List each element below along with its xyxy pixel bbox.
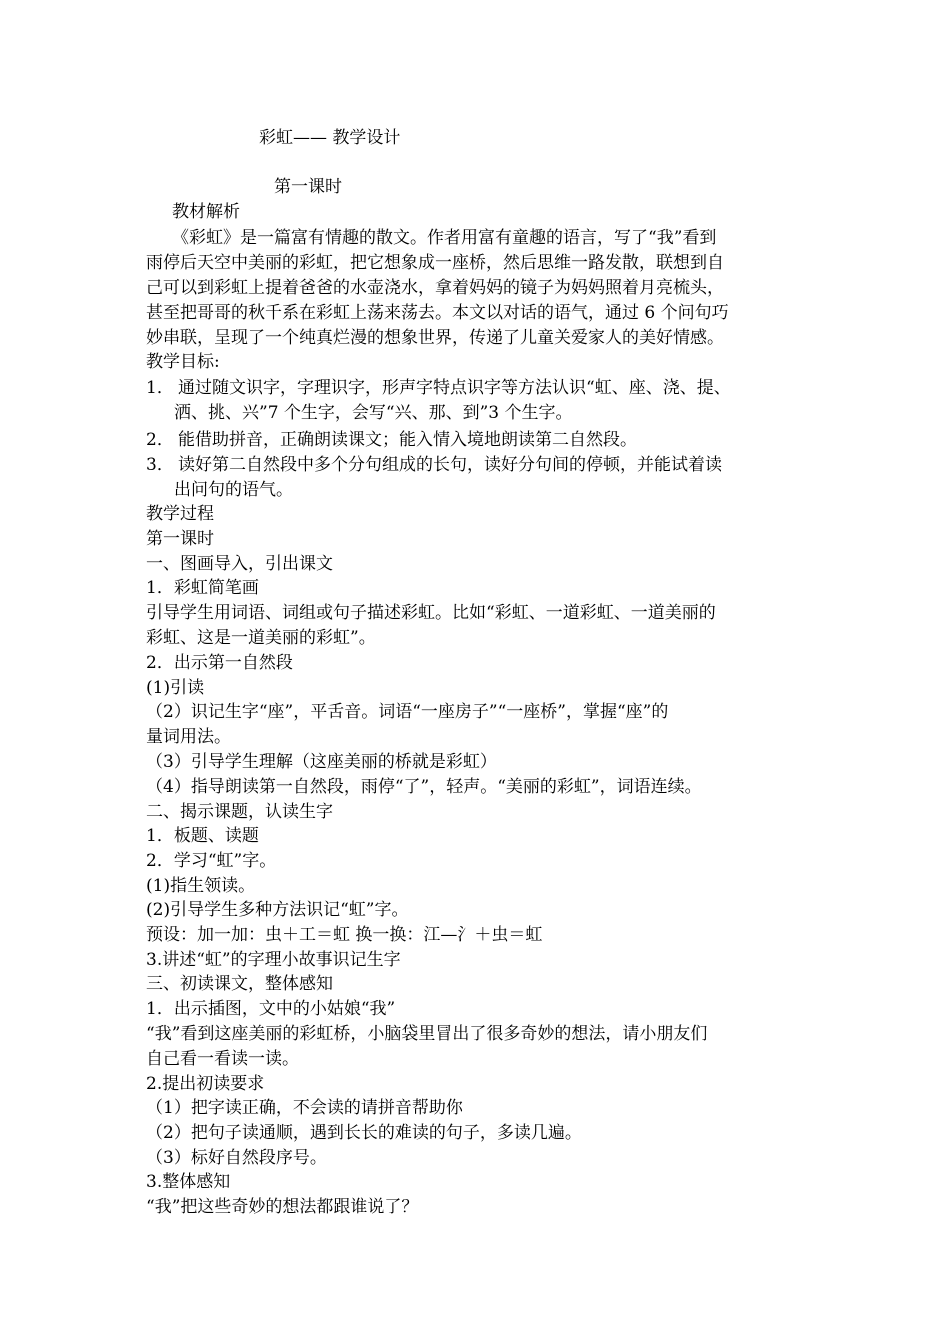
lesson-subtitle: 第一课时 xyxy=(274,177,342,197)
process-line: (1)引读 xyxy=(146,678,205,698)
process-line: 彩虹、这是一道美丽的彩虹”。 xyxy=(146,628,376,648)
analysis-line: 甚至把哥哥的秋千系在彩虹上荡来荡去。本文以对话的语气，通过 6 个问句巧 xyxy=(146,303,729,323)
process-line: “我”把这些奇妙的想法都跟谁说了？ xyxy=(146,1197,419,1217)
process-line: （4）指导朗读第一自然段，雨停“了”，轻声。“美丽的彩虹”，词语连续。 xyxy=(146,777,702,797)
process-line: 2.提出初读要求 xyxy=(146,1074,265,1094)
goal-line: 洒、挑、兴”7 个生字，会写“兴、那、到”3 个生字。 xyxy=(174,403,573,423)
process-line: （3）引导学生理解（这座美丽的桥就是彩虹） xyxy=(146,752,497,772)
process-line: (1)指生领读。 xyxy=(146,876,256,896)
document-title: 彩虹—— 教学设计 xyxy=(259,128,401,148)
goal-number: 1． xyxy=(146,378,174,398)
process-line: 自己看一看读一读。 xyxy=(146,1049,299,1069)
section-heading-analysis: 教材解析 xyxy=(172,202,240,222)
process-line: (2)引导学生多种方法识记“虹”字。 xyxy=(146,900,409,920)
goal-line: 出问句的语气。 xyxy=(174,480,293,500)
process-line: 量词用法。 xyxy=(146,727,231,747)
process-line: （2）识记生字“座”，平舌音。词语“一座房子”“一座桥”，掌握“座”的 xyxy=(146,702,669,722)
goal-line: 读好第二自然段中多个分句组成的长句，读好分句间的停顿，并能试着读 xyxy=(178,455,722,475)
analysis-line: 《彩虹》是一篇富有情趣的散文。作者用富有童趣的语言，写了“我”看到 xyxy=(172,228,717,248)
process-line: 一、图画导入，引出课文 xyxy=(146,554,333,574)
process-line: 2．学习“虹”字。 xyxy=(146,851,277,871)
goal-number: 3． xyxy=(146,455,174,475)
process-line: （2）把句子读通顺，遇到长长的难读的句子，多读几遍。 xyxy=(146,1123,582,1143)
process-line: 1．板题、读题 xyxy=(146,826,259,846)
analysis-line: 己可以到彩虹上提着爸爸的水壶浇水，拿着妈妈的镜子为妈妈照着月亮梳头， xyxy=(146,278,724,298)
process-line: 教学过程 xyxy=(146,504,214,524)
process-line: 三、初读课文，整体感知 xyxy=(146,974,333,994)
process-line: 第一课时 xyxy=(146,529,214,549)
goal-line: 通过随文识字，字理识字，形声字特点识字等方法认识“虹、座、浇、提、 xyxy=(178,378,731,398)
process-line: 引导学生用词语、词组或句子描述彩虹。比如“彩虹、一道彩虹、一道美丽的 xyxy=(146,603,716,623)
process-line: 1．彩虹简笔画 xyxy=(146,578,259,598)
section-heading-goals: 教学目标: xyxy=(146,352,220,372)
process-line: 1．出示插图，文中的小姑娘“我” xyxy=(146,999,396,1019)
analysis-line: 妙串联，呈现了一个纯真烂漫的想象世界，传递了儿童关爱家人的美好情感。 xyxy=(146,328,724,348)
goal-number: 2． xyxy=(146,430,174,450)
process-line: （3）标好自然段序号。 xyxy=(146,1148,327,1168)
process-line: （1）把字读正确，不会读的请拼音帮助你 xyxy=(146,1098,463,1118)
process-line: 2．出示第一自然段 xyxy=(146,653,293,673)
analysis-line: 雨停后天空中美丽的彩虹，把它想象成一座桥，然后思维一路发散，联想到自 xyxy=(146,253,724,273)
process-line: “我”看到这座美丽的彩虹桥，小脑袋里冒出了很多奇妙的想法，请小朋友们 xyxy=(146,1024,708,1044)
process-line: 二、揭示课题，认读生字 xyxy=(146,802,333,822)
process-line: 3.讲述“虹”的字理小故事识记生字 xyxy=(146,950,401,970)
process-line: 预设：加一加：虫＋工＝虹 换一换：江—氵＋虫＝虹 xyxy=(146,925,543,945)
goal-line: 能借助拼音，正确朗读课文；能入情入境地朗读第二自然段。 xyxy=(178,430,637,450)
process-line: 3.整体感知 xyxy=(146,1172,231,1192)
